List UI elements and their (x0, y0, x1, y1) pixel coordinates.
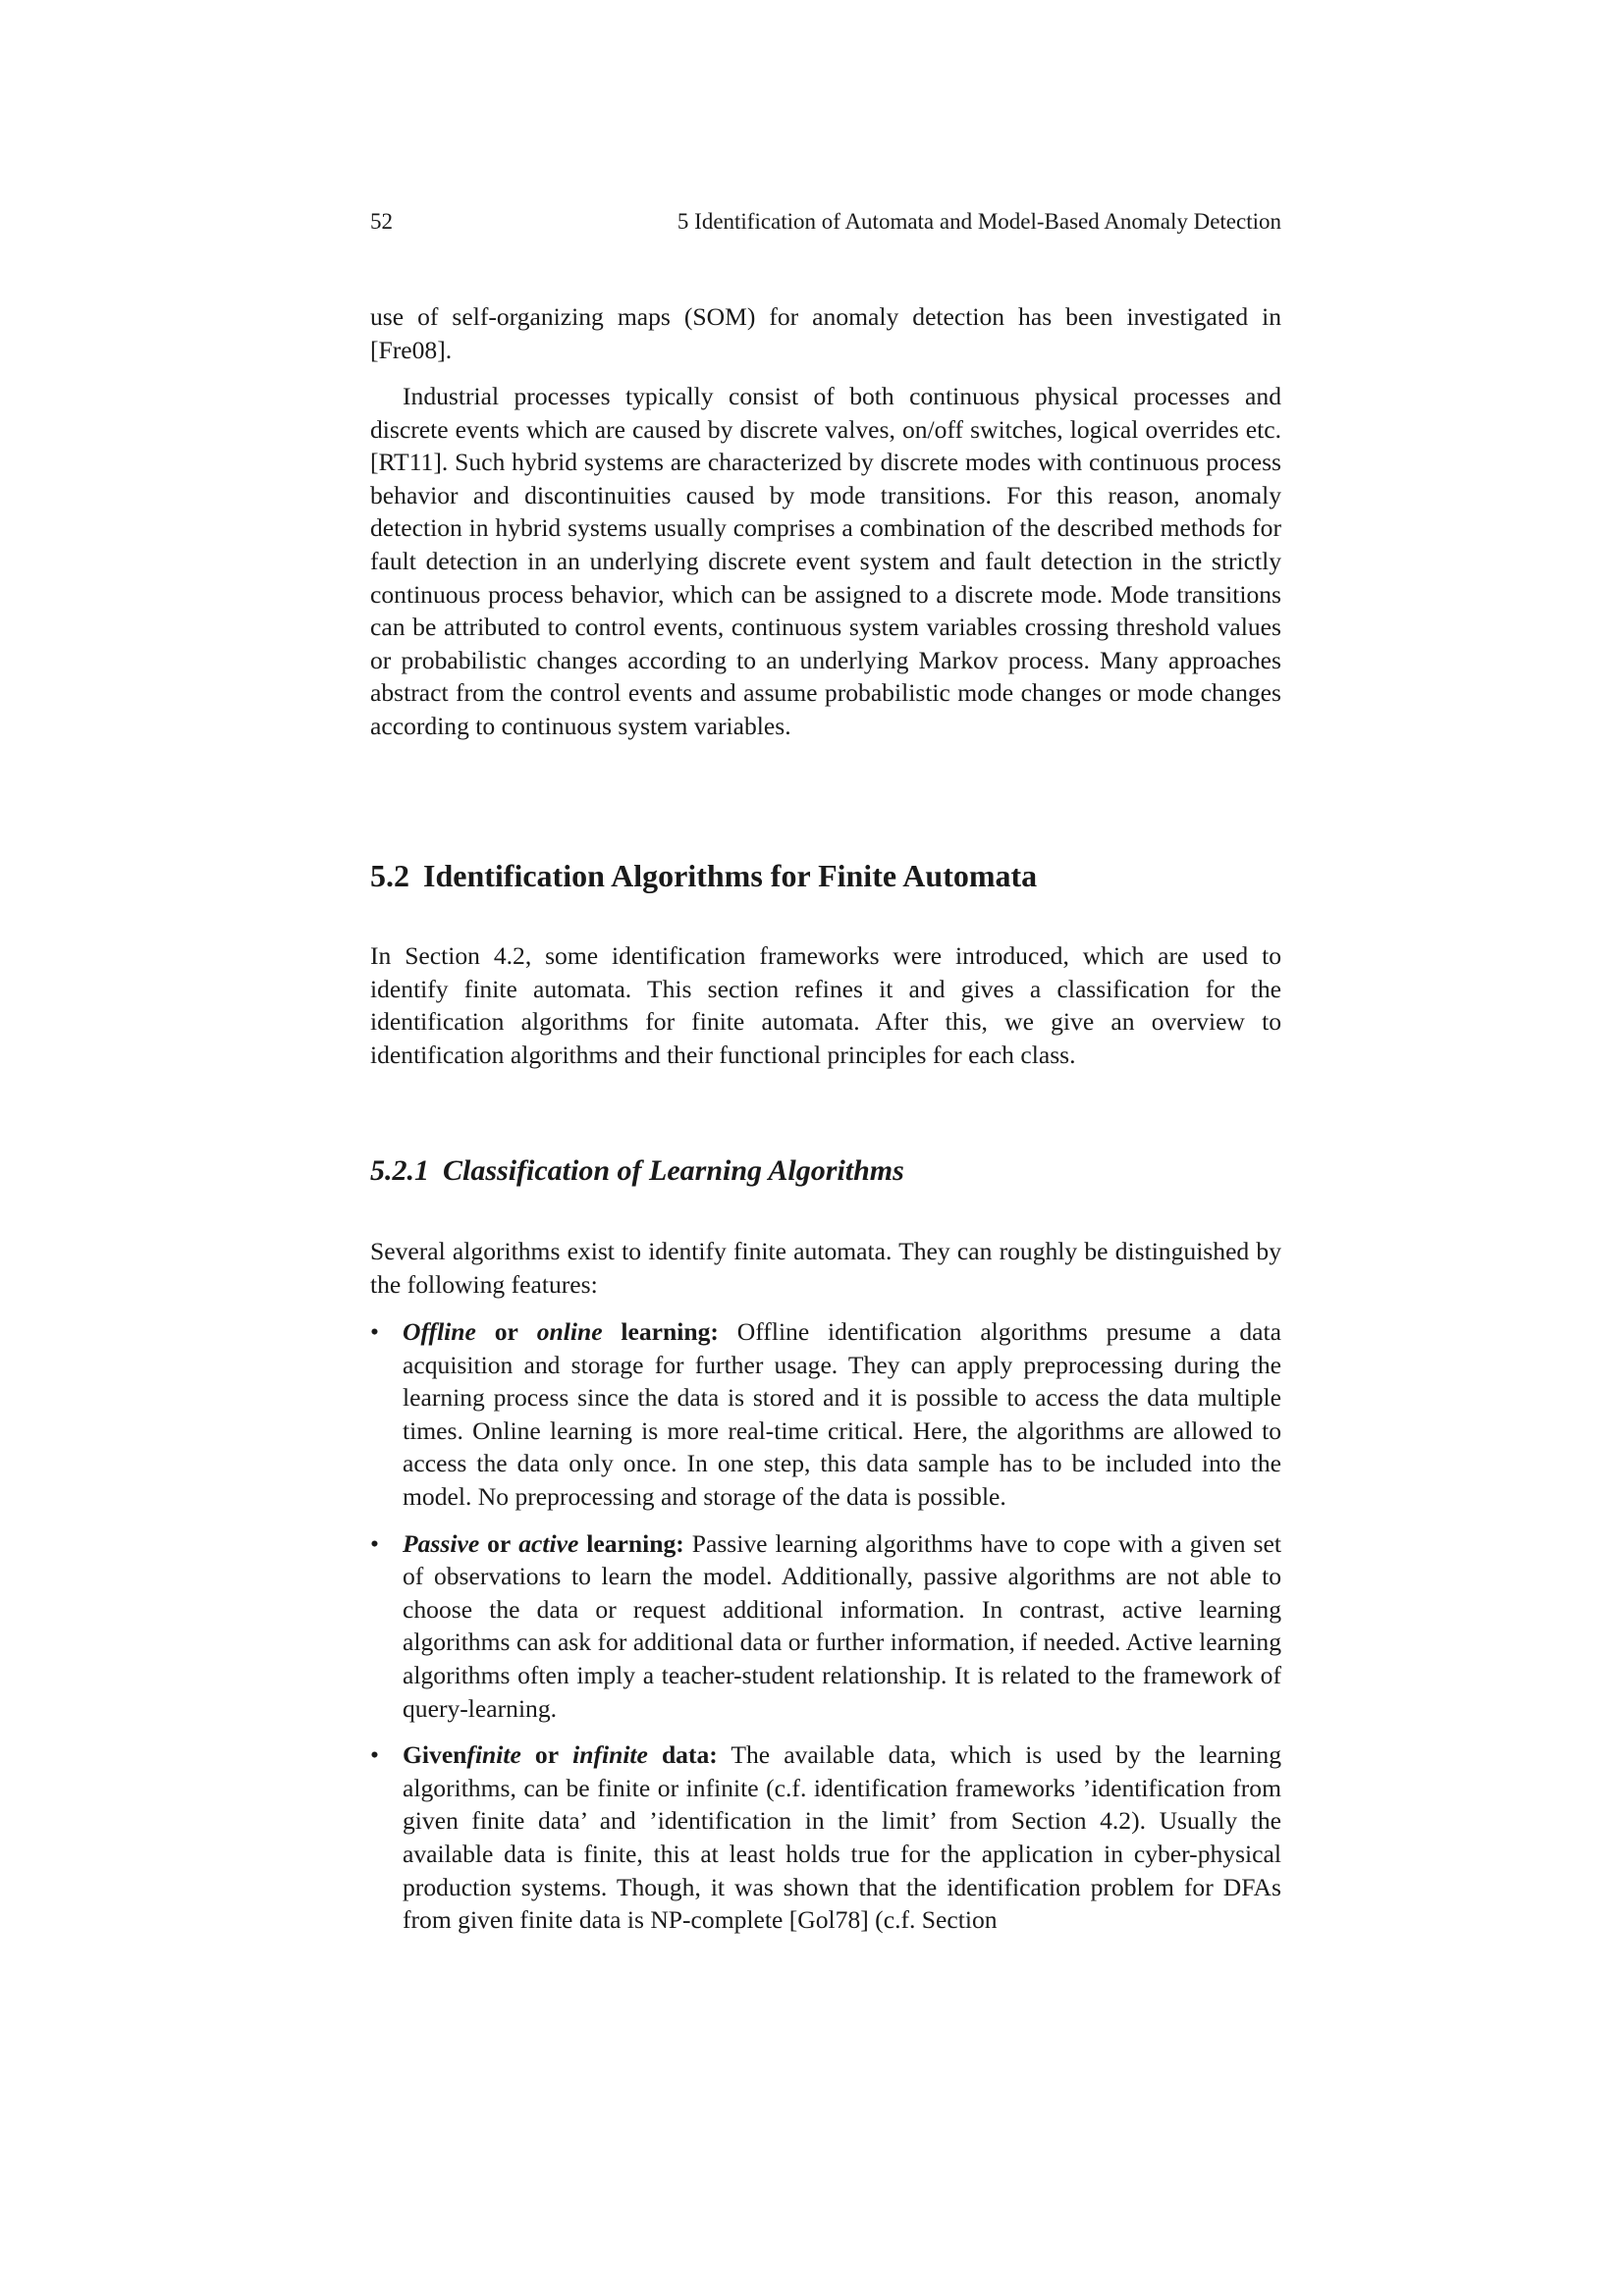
section-title: Identification Algorithms for Finite Automata (423, 858, 1038, 893)
paragraph-1: use of self-organizing maps (SOM) for anomaly detection has been investigated in [Fre08]. (370, 302, 1281, 364)
term-offline: Offline (403, 1317, 476, 1346)
feature-list (370, 1315, 1281, 1950)
term-passive: Passive (403, 1528, 480, 1558)
bullet-icon: • (370, 1528, 379, 1558)
chapter-title: 5 Identification of Automata and Model-Based Anomaly Detection (677, 209, 1281, 234)
bullet-text: The available data, which is used by the learning algorithms, can be finite or infinite (c.f. identification frameworks ’identification from given finite data’ and ’identification in the limit’ from Section 4.2). Usually the available data is finite, this at least holds true for the application in cyber-physical production systems. Though, it was shown that the identification problem for DFAs from given finite data is NP-complete [Gol78] (c.f. Section (403, 1740, 1281, 1935)
term-prefix: Given (403, 1740, 467, 1770)
term-infinite: infinite (572, 1740, 648, 1770)
page-number: 52 (370, 209, 393, 234)
subsection-heading-5-2-1 (370, 1151, 1281, 1191)
subsection-title: Classification of Learning Algorithms (443, 1154, 904, 1187)
term-online: online (536, 1317, 603, 1346)
term-connector: or (534, 1740, 560, 1770)
term-suffix: learning: (621, 1317, 719, 1346)
term-connector: or (494, 1317, 518, 1346)
paragraph-2: Industrial processes typically consist of both continuous physical processes and discrete events which are caused by discrete valves, on/off switches, logical overrides etc. [RT11]. Such hybrid systems are characterized by discrete modes with continuous process behavior and discontinuities caused by mode transitions. For this reason, anomaly detection in hybrid systems usually comprises a combination of the described methods for fault detection in an underlying discrete event system and fault detection in the strictly continuous process behavior, which can be assigned to a discrete mode. Mode transitions can be attributed to control events, continuous system variables crossing threshold values or probabilistic changes according to an underlying Markov process. Many approaches abstract from the control events and assume probabilistic mode changes or mode changes according to continuous system variables. (370, 382, 1281, 740)
bullet-icon: • (370, 1740, 379, 1770)
list-item (370, 1738, 1281, 1937)
term-finite: finite (466, 1740, 521, 1770)
bullet-icon: • (370, 1317, 379, 1346)
bullet-text: Offline identification algorithms presume a data acquisition and storage for further usage. They can apply preprocessing during the learning process since the data is stored and it is possible to access the data multiple times. Online learning is more real-time critical. Here, the algorithms are allowed to access the data only once. In one step, this data sample has to be included into the model. No preprocessing and storage of the data is possible. (403, 1317, 1281, 1511)
bullet-text: Passive learning algorithms have to cope with a given set of observations to learn the model. Additionally, passive algorithms are not able to choose the data or request additional information. In contrast, active learning algorithms can ask for additional data or further information, if needed. Active learning algorithms often imply a teacher-student relationship. It is related to the framework of query-learning. (403, 1528, 1281, 1723)
term-active: active (518, 1528, 579, 1558)
running-header (370, 208, 1281, 236)
list-item (370, 1315, 1281, 1514)
section-number: 5.2 (370, 858, 409, 893)
section-heading-5-2 (370, 856, 1281, 895)
term-suffix: data: (661, 1740, 718, 1770)
paragraph-3: In Section 4.2, some identification frameworks were introduced, which are used to identify finite automata. This section refines it and gives a classification for the identification algorithms for finite automata. After this, we give an overview to identification algorithms and their functional principles for each class. (370, 941, 1281, 1069)
term-suffix: learning: (586, 1528, 684, 1558)
term-connector: or (487, 1528, 512, 1558)
paragraph-4: Several algorithms exist to identify finite automata. They can roughly be distinguished by the following features: (370, 1237, 1281, 1299)
list-item (370, 1527, 1281, 1726)
subsection-number: 5.2.1 (370, 1154, 429, 1187)
